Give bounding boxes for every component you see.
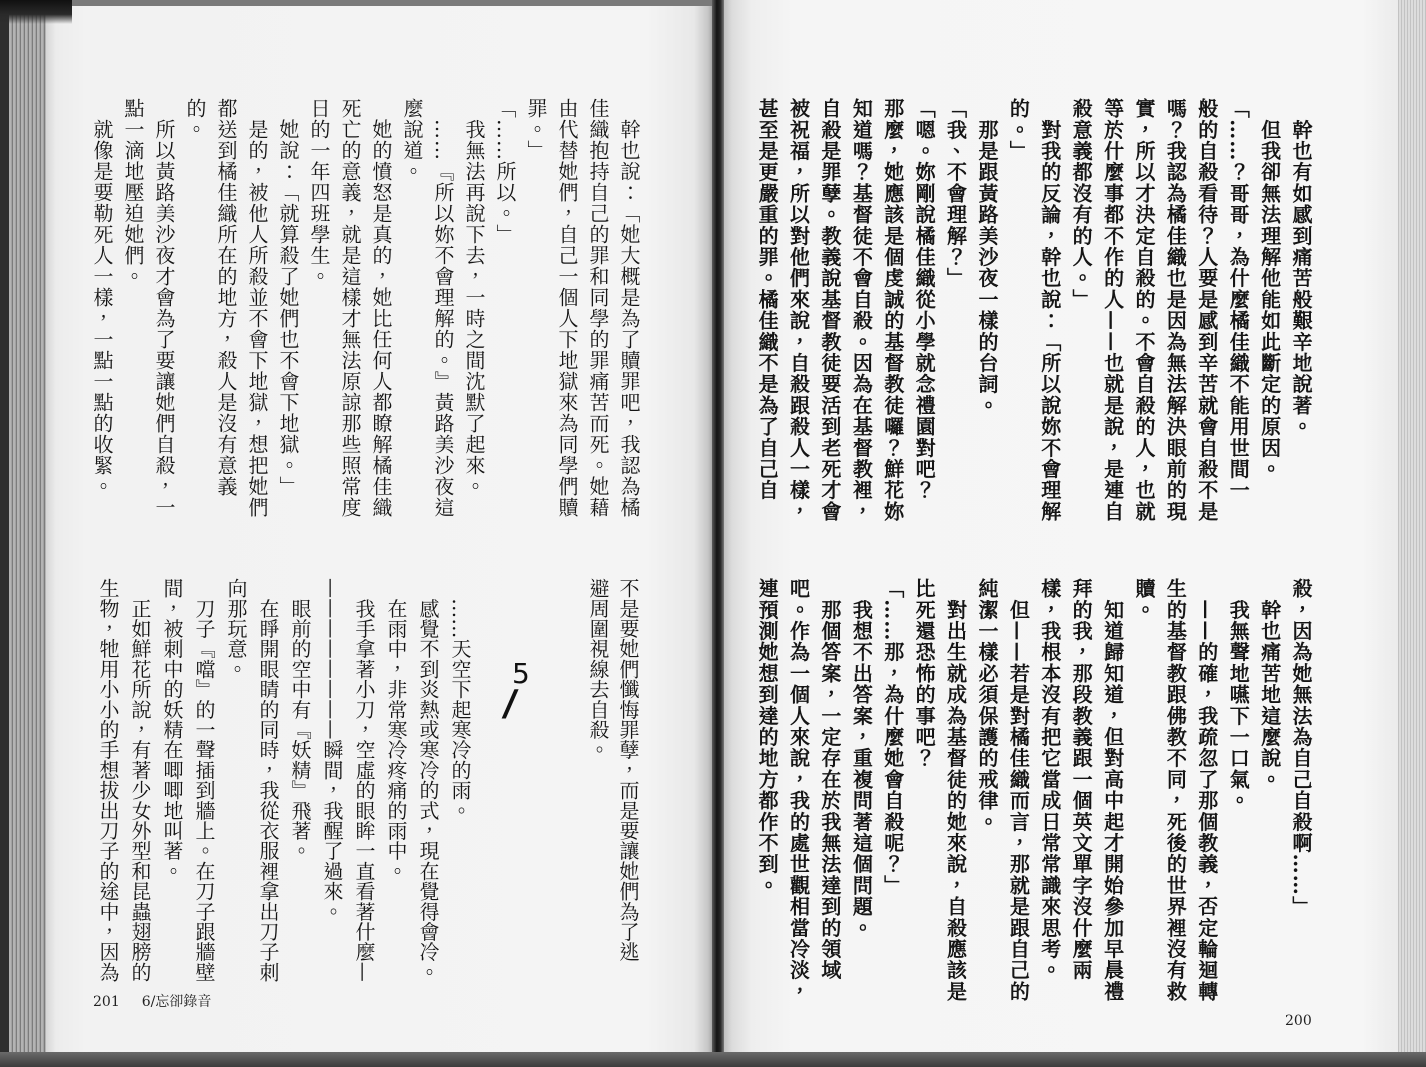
text-column: 就像是要勒死人一樣，一點一點的收緊。 (90, 98, 114, 497)
text-column: 避周圍視線去自殺。 (586, 578, 610, 760)
text-column: ————————瞬間，我醒了過來。 (320, 578, 344, 922)
text-column: 向那玩意。 (224, 578, 248, 679)
text-column: 殺意義都沒有的人。」 (1069, 98, 1094, 310)
text-column: 眼前的空中有『妖精』飛著。 (288, 578, 312, 861)
left-page-lower-text-before-break (583, 578, 643, 988)
text-column: ……天空下起寒冷的雨。 (448, 578, 472, 821)
text-column: 死亡的意義，就是這樣才無法原諒那些照常度 (338, 98, 362, 518)
text-column: 在睜開眼睛的同時，我從衣服裡拿出刀子刺 (256, 578, 280, 982)
text-column: ——的確，我疏忽了那個教義，否定輪迴轉 (1194, 578, 1219, 1002)
text-column: 間，被刺中的妖精在唧唧地叫著。 (160, 578, 184, 881)
text-column: 嗎？我認為橘佳織也是因為無法解決眼前的現 (1163, 98, 1188, 522)
text-column: 不是要她們懺悔罪孽，而是要讓她們為了逃 (616, 578, 640, 962)
text-column: 正如鮮花所說，有著少女外型和昆蟲翅膀的 (128, 578, 152, 982)
text-column: 「嗯。妳剛說橘佳織從小學就念禮園對吧？ (912, 98, 937, 501)
running-head: 6/忘卻錄音 (141, 994, 212, 1010)
text-column: 拜的我，那段教義跟一個英文單字沒什麼兩 (1069, 578, 1094, 981)
text-column: 自殺是罪孽。教義說基督教徒要活到老死才會 (817, 98, 842, 522)
text-column: 但——若是對橘佳織而言，那就是跟自己的 (1006, 578, 1031, 1002)
text-column: 點一滴地壓迫她們。 (121, 98, 145, 287)
text-column: 對我的反論，幹也說：「所以說妳不會理解 (1037, 98, 1062, 522)
text-column: 甚至是更嚴重的罪。橘佳織不是為了自己自 (755, 98, 780, 501)
scan-bottom-shadow (0, 1052, 1426, 1067)
right-page-lower-text (751, 578, 1316, 1018)
left-page-footer (93, 991, 211, 1011)
text-column: 連預測她想到達的地方都作不到。 (755, 578, 780, 896)
text-column: 所以黃路美沙夜才會為了要讓她們自殺，一 (152, 98, 176, 518)
text-column: 我想不出答案，重複問著這個問題。 (849, 578, 874, 939)
text-column: 刀子『噹』的一聲插到牆上。在刀子跟牆壁 (192, 578, 216, 982)
text-column: 我無法再說下去，一時之間沈默了起來。 (462, 98, 486, 497)
page-number: 200 (1285, 1013, 1312, 1029)
text-column: 的。」 (1006, 98, 1031, 162)
text-column: 日的一年四班學生。 (307, 98, 331, 287)
section-number: 5 (512, 657, 530, 690)
text-column: 我無聲地嚥下一口氣。 (1226, 578, 1251, 812)
text-column: 「……所以。」 (493, 98, 517, 245)
right-page-stack-edge (1398, 0, 1426, 1067)
text-column: 但我卻無法理解他能如此斷定的原因。 (1257, 98, 1282, 480)
right-page-upper-text (751, 98, 1316, 538)
section-slash: / (501, 683, 519, 724)
text-column: 比死還恐怖的事吧？ (912, 578, 937, 769)
right-page-footer (1285, 1013, 1312, 1029)
text-column: 樣，我根本沒有把它當成日常常識來思考。 (1037, 578, 1062, 981)
text-column: 在雨中，非常寒冷疼痛的雨中。 (384, 578, 408, 881)
text-column: 實，所以才決定自殺的。不會自殺的人，也就 (1131, 98, 1156, 522)
page-number: 201 (93, 994, 120, 1010)
text-column: 幹也痛苦地這麼說。 (1257, 578, 1282, 790)
section-marker (500, 657, 546, 726)
left-binding-shadow (0, 0, 9, 1067)
text-column: 那麼，她應該是個虔誠的基督教徒囉？鮮花妳 (880, 98, 905, 522)
text-column: 是的，被他人所殺並不會下地獄，想把她們 (245, 98, 269, 518)
text-column: ……『所以妳不會理解的。』黃路美沙夜這 (431, 98, 455, 518)
text-column: 贖。 (1131, 578, 1156, 621)
text-column: 殺，因為她無法為自己自殺啊……」 (1289, 578, 1313, 918)
text-column: 「……？哥哥，為什麼橘佳織不能用世間一 (1226, 98, 1251, 501)
text-column: 佳織抱持自己的罪和同學的罪痛苦而死。她藉 (586, 98, 610, 518)
text-column: 般的自殺看待？人要是感到辛苦就會自殺不是 (1194, 98, 1219, 522)
text-column: 「……那，為什麼她會自殺呢？」 (880, 578, 905, 896)
text-column: 她說：「就算殺了她們也不會下地獄。」 (276, 98, 300, 497)
scan-corner-shadow (0, 0, 72, 24)
text-column: 麼說道。 (400, 98, 424, 182)
text-column: 幹也有如感到痛苦般艱辛地說著。 (1289, 98, 1313, 438)
text-column: 知道歸知道，但對高中起才開始參加早晨禮 (1100, 578, 1125, 1002)
text-column: 「我、不會理解？」 (943, 98, 968, 289)
text-column: 等於什麼事都不作的人——也就是說，是連自 (1100, 98, 1125, 522)
text-column: 幹也說：「她大概是為了贖罪吧，我認為橘 (617, 98, 641, 518)
text-column: 吧。作為一個人來說，我的處世觀相當冷淡， (786, 578, 811, 1002)
text-column: 知道嗎？基督徒不會自殺。因為在基督教裡， (849, 98, 874, 522)
text-column: 對出生就成為基督徒的她來說，自殺應該是 (943, 578, 968, 1002)
text-column: 由代替她們，自己一個人下地獄來為同學們贖 (555, 98, 579, 518)
text-column: 都送到橘佳織所在的地方，殺人是沒有意義 (214, 98, 238, 497)
text-column: 罪。」 (524, 98, 548, 161)
text-column: 那是跟黃路美沙夜一樣的台詞。 (974, 98, 999, 416)
text-column: 那個答案，一定存在於我無法達到的領域 (817, 578, 842, 981)
text-column: 純潔一樣必須保護的戒律。 (974, 578, 999, 833)
book-gutter (712, 0, 724, 1067)
text-column: 她的憤怒是真的，她比任何人都瞭解橘佳織 (369, 98, 393, 518)
text-column: 我手拿著小刀，空虛的眼眸一直看著什麼— (352, 578, 376, 982)
text-column: 的。 (183, 98, 207, 140)
left-page-lower-text-after-break (92, 578, 476, 988)
text-column: 生的基督教跟佛教不同，死後的世界裡沒有救 (1163, 578, 1188, 1002)
text-column: 感覺不到炎熱或寒冷的式，現在覺得會冷。 (416, 578, 440, 982)
left-page-upper-text (86, 98, 644, 538)
text-column: 被祝福，所以對他們來說，自殺跟殺人一樣， (786, 98, 811, 522)
text-column: 生物，牠用小小的手想拔出刀子的途中，因為 (96, 578, 120, 982)
